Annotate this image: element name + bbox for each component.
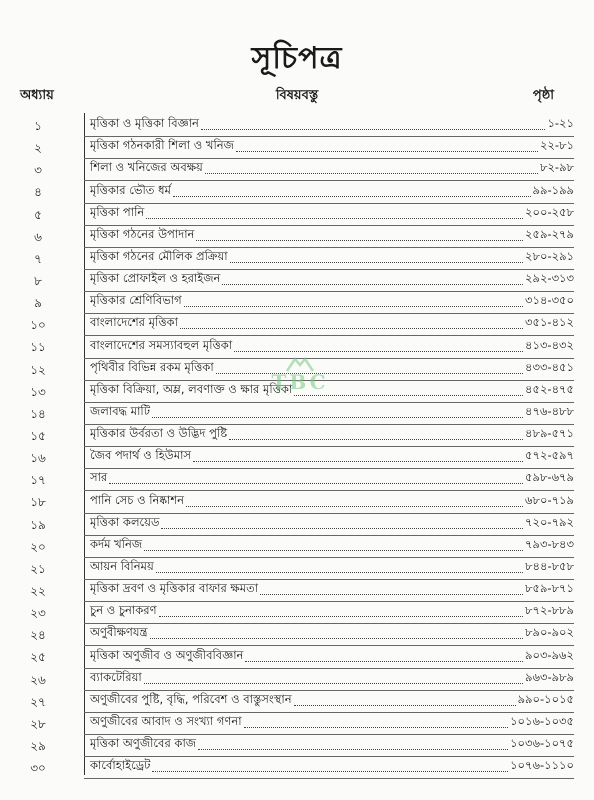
- dot-leader: [294, 395, 523, 396]
- dot-leader: [144, 683, 523, 684]
- chapter-number: ২০: [30, 539, 46, 554]
- chapter-title: কার্বোহাইড্রেট: [90, 758, 151, 773]
- dot-leader: [152, 771, 508, 772]
- toc-row: [0, 425, 594, 447]
- page-range: ২০০-২৫৮: [525, 204, 574, 219]
- dot-leader: [109, 483, 523, 484]
- toc-row: [0, 181, 594, 203]
- toc-row: [0, 248, 594, 270]
- toc-line: [84, 272, 574, 292]
- chapter-number: ২৯: [30, 738, 46, 753]
- toc-line: [84, 560, 574, 580]
- page-range: ৩৫১-৪১২: [525, 315, 574, 330]
- chapter-number: ১৫: [30, 428, 46, 443]
- chapter-title: অণুজীবের আবাদ ও সংখ্যা গণনা: [90, 713, 242, 728]
- dot-leader: [159, 616, 523, 617]
- chapter-number: ২৮: [30, 716, 46, 731]
- chapter-title: সার: [90, 470, 108, 485]
- toc-line: [84, 449, 574, 469]
- dot-leader: [146, 218, 523, 219]
- chapter-title: শিলা ও খনিজের অবক্ষয়: [90, 160, 203, 175]
- chapter-number: ১৩: [30, 384, 46, 399]
- chapter-title: মৃত্তিকা গঠনের মৌলিক প্রক্রিয়া: [90, 248, 228, 263]
- page-range: ৮৭২-৮৮৯: [525, 603, 574, 618]
- dot-leader: [161, 528, 523, 529]
- toc-line: [84, 737, 574, 757]
- page-range: ৫৯৮-৬৭৯: [525, 470, 574, 485]
- toc-row: [0, 115, 594, 137]
- toc-line: [84, 338, 574, 358]
- chapter-title: জৈব পদার্থ ও হিউমাস: [90, 448, 192, 463]
- toc-line: [84, 538, 574, 558]
- page-range: ৯০৩-৯৬২: [525, 647, 574, 662]
- toc-row: [0, 159, 594, 181]
- toc-row: [0, 757, 594, 779]
- toc-row: [0, 558, 594, 580]
- chapter-title: মৃত্তিকা অণুজীবের কাজ: [90, 736, 197, 751]
- chapter-number: ৪: [34, 185, 42, 200]
- page-range: ৪৫২-৪৭৫: [525, 381, 574, 396]
- chapter-number: ২৩: [30, 606, 46, 621]
- chapter-number: ৯: [34, 296, 42, 311]
- toc-row: [0, 580, 594, 602]
- dot-leader: [150, 638, 524, 639]
- toc-line: [84, 626, 574, 646]
- toc-line: [84, 516, 574, 536]
- page-range: ২৯২-৩১৩: [525, 271, 574, 286]
- chapter-column-header: অধ্যায়: [20, 88, 54, 103]
- page-range: ৬৮০-৭১৯: [525, 492, 574, 507]
- page-range: ৪৮৯-৫৭১: [525, 426, 574, 441]
- toc-row: [0, 536, 594, 558]
- chapter-number: ২৬: [30, 672, 46, 687]
- dot-leader: [196, 240, 523, 241]
- toc-line: [84, 250, 574, 270]
- dot-leader: [144, 550, 523, 551]
- toc-row: [0, 602, 594, 624]
- toc-line: [84, 316, 574, 336]
- chapter-title: পৃথিবীর বিভিন্ন রকম মৃত্তিকা: [90, 359, 214, 374]
- dot-leader: [260, 594, 523, 595]
- toc-row: [0, 735, 594, 757]
- page-range: ১০৩৬-১০৭৫: [510, 736, 574, 751]
- chapter-number: ২৭: [30, 694, 46, 709]
- dot-leader: [156, 572, 523, 573]
- toc-line: [84, 405, 574, 425]
- chapter-number: ১৯: [30, 517, 46, 532]
- toc-line: [84, 117, 574, 137]
- dot-leader: [201, 129, 546, 130]
- chapter-title: বাংলাদেশের সমস্যাবহুল মৃত্তিকা: [90, 337, 233, 352]
- toc-row: [0, 403, 594, 425]
- toc-row: [0, 469, 594, 491]
- dot-leader: [216, 373, 523, 374]
- toc-line: [84, 671, 574, 691]
- chapter-number: ৩০: [30, 761, 46, 776]
- dot-leader: [229, 439, 523, 440]
- toc-row: [0, 270, 594, 292]
- toc-row: [0, 514, 594, 536]
- chapter-title: মৃত্তিকা দ্রবণ ও মৃত্তিকার বাফার ক্ষমতা: [90, 581, 259, 596]
- toc-line: [84, 759, 574, 779]
- page-range: ২২-৮১: [539, 138, 574, 153]
- chapter-title: মৃত্তিকা অণুজীব ও অণুজীববিজ্ঞান: [90, 647, 244, 662]
- chapter-number: ১৮: [30, 495, 46, 510]
- chapter-title: মৃত্তিকা বিক্রিয়া, অম্ল, লবণাক্ত ও ক্ষার মৃত্তিকা: [90, 381, 293, 396]
- dot-leader: [236, 151, 538, 152]
- chapter-number: ২৫: [30, 650, 46, 665]
- page-range: ৮২-৯৮: [539, 160, 574, 175]
- toc-row: [0, 713, 594, 735]
- toc-line: [84, 183, 574, 203]
- page-range: ২৫৯-২৭৯: [525, 226, 574, 241]
- chapter-number: ১০: [30, 318, 46, 333]
- chapter-title: মৃত্তিকা কলয়েড: [90, 514, 160, 529]
- toc-row: [0, 314, 594, 336]
- chapter-title: মৃত্তিকা গঠনের উপাদান: [90, 226, 195, 241]
- chapter-title: মৃত্তিকার ভৌত ধর্ম: [90, 182, 171, 197]
- chapter-title: আয়ন বিনিময়: [90, 558, 154, 573]
- chapter-number: ৭: [34, 251, 42, 266]
- toc-row: [0, 646, 594, 668]
- chapter-title: মৃত্তিকা প্রোফাইল ও হরাইজন: [90, 271, 221, 286]
- chapter-title: অণুজীবের পুষ্টি, বৃদ্ধি, পরিবেশ ও বাস্তুসংস্থান: [90, 691, 292, 706]
- page-range: ৩১৪-৩৫০: [525, 293, 574, 308]
- toc-row: [0, 204, 594, 226]
- toc-row: [0, 447, 594, 469]
- chapter-number: ১১: [30, 340, 46, 355]
- toc-row: [0, 691, 594, 713]
- dot-leader: [222, 284, 523, 285]
- toc-line: [84, 582, 574, 602]
- chapter-title: মৃত্তিকা পানি: [90, 204, 145, 219]
- chapter-title: মৃত্তিকা গঠনকারী শিলা ও খনিজ: [90, 138, 234, 153]
- dot-leader: [152, 417, 523, 418]
- page-range: ৯৯০-১০১৫: [517, 691, 574, 706]
- page-range: ১০৭৬-১১১০: [510, 758, 574, 773]
- chapter-number: ১৭: [30, 473, 46, 488]
- dot-leader: [244, 727, 509, 728]
- dot-leader: [294, 705, 516, 706]
- chapter-number: ৫: [34, 207, 42, 222]
- chapter-number: ১: [34, 119, 42, 133]
- dot-leader: [205, 173, 538, 174]
- toc-line: [84, 139, 574, 159]
- chapter-number: ৮: [34, 273, 42, 288]
- chapter-title: মৃত্তিকার শ্রেণিবিভাগ: [90, 293, 182, 308]
- page-range: ৪১৩-৪৩২: [525, 337, 574, 352]
- chapter-number: ২৪: [30, 628, 46, 643]
- page-range: ৭২০-৭৯২: [525, 514, 574, 529]
- toc-row: [0, 624, 594, 646]
- toc-row: [0, 137, 594, 159]
- dot-leader: [234, 351, 523, 352]
- chapter-title: চুন ও চুনাকরণ: [90, 603, 157, 618]
- page-title: সূচিপত্র: [251, 41, 343, 76]
- chapter-number: ৬: [34, 229, 42, 244]
- toc-line: [84, 228, 574, 248]
- chapter-title: মৃত্তিকা ও মৃত্তিকা বিজ্ঞান: [90, 116, 199, 131]
- dot-leader: [180, 328, 523, 329]
- page-range: ১০১৬-১০৩৫: [510, 713, 574, 728]
- row-underline: [84, 778, 574, 779]
- page-range: ৪৭৬-৪৮৮: [525, 403, 574, 418]
- chapter-number: ২: [34, 141, 42, 156]
- page-range: ৯৯-১৯৯: [532, 182, 574, 197]
- toc-line: [84, 294, 574, 314]
- chapter-title: ব্যাকটেরিয়া: [90, 669, 142, 684]
- toc-line: [84, 427, 574, 447]
- chapter-number: ১৬: [30, 451, 46, 466]
- dot-leader: [230, 262, 523, 263]
- subject-column-header: বিষয়বস্তু: [275, 88, 319, 103]
- toc-line: [84, 161, 574, 181]
- page-range: ৮৯০-৯০২: [525, 625, 574, 640]
- toc-line: [84, 715, 574, 735]
- page-column-header: পৃষ্ঠা: [532, 88, 554, 103]
- page-range: ৮৪৪-৮৫৮: [525, 558, 574, 573]
- dot-leader: [186, 506, 523, 507]
- toc-row: [0, 669, 594, 691]
- toc-row: [0, 491, 594, 513]
- dot-leader: [245, 661, 523, 662]
- page-range: ১-২১: [547, 116, 574, 131]
- toc-list: [0, 115, 594, 779]
- chapter-title: বাংলাদেশের মৃত্তিকা: [90, 315, 178, 330]
- dot-leader: [173, 196, 531, 197]
- page-range: ২৮০-২৯১: [525, 248, 574, 263]
- chapter-title: অণুবীক্ষণযন্ত্র: [90, 625, 148, 640]
- chapter-number: ১৪: [30, 406, 46, 421]
- dot-leader: [193, 461, 523, 462]
- toc-line: [84, 648, 574, 668]
- chapter-title: কর্দম খনিজ: [90, 536, 143, 551]
- toc-line: [84, 693, 574, 713]
- chapter-number: ১২: [30, 362, 46, 377]
- toc-row: [0, 292, 594, 314]
- toc-row: [0, 226, 594, 248]
- toc-line: [84, 471, 574, 491]
- page-range: ৭৯৩-৮৪৩: [525, 536, 574, 551]
- page-range: ৫৭২-৫৯৭: [525, 448, 574, 463]
- watermark-text: TBC: [271, 370, 329, 394]
- toc-line: [84, 493, 574, 513]
- chapter-number: ২১: [30, 561, 46, 576]
- chapter-title: জলাবদ্ধ মাটি: [90, 403, 150, 418]
- page-range: ৪৩৩-৪৫১: [525, 359, 574, 374]
- chapter-number: ২২: [30, 583, 46, 598]
- toc-line: [84, 604, 574, 624]
- dot-leader: [198, 749, 508, 750]
- chapter-title: পানি সেচ ও নিষ্কাশন: [90, 492, 185, 507]
- dot-leader: [184, 306, 523, 307]
- page-range: ৯৬৩-৯৮৯: [525, 669, 574, 684]
- toc-line: [84, 206, 574, 226]
- chapter-title: মৃত্তিকার উর্বরতা ও উদ্ভিদ পুষ্টি: [90, 426, 228, 441]
- chapter-number: ৩: [34, 163, 42, 178]
- page-range: ৮৫৯-৮৭১: [525, 581, 574, 596]
